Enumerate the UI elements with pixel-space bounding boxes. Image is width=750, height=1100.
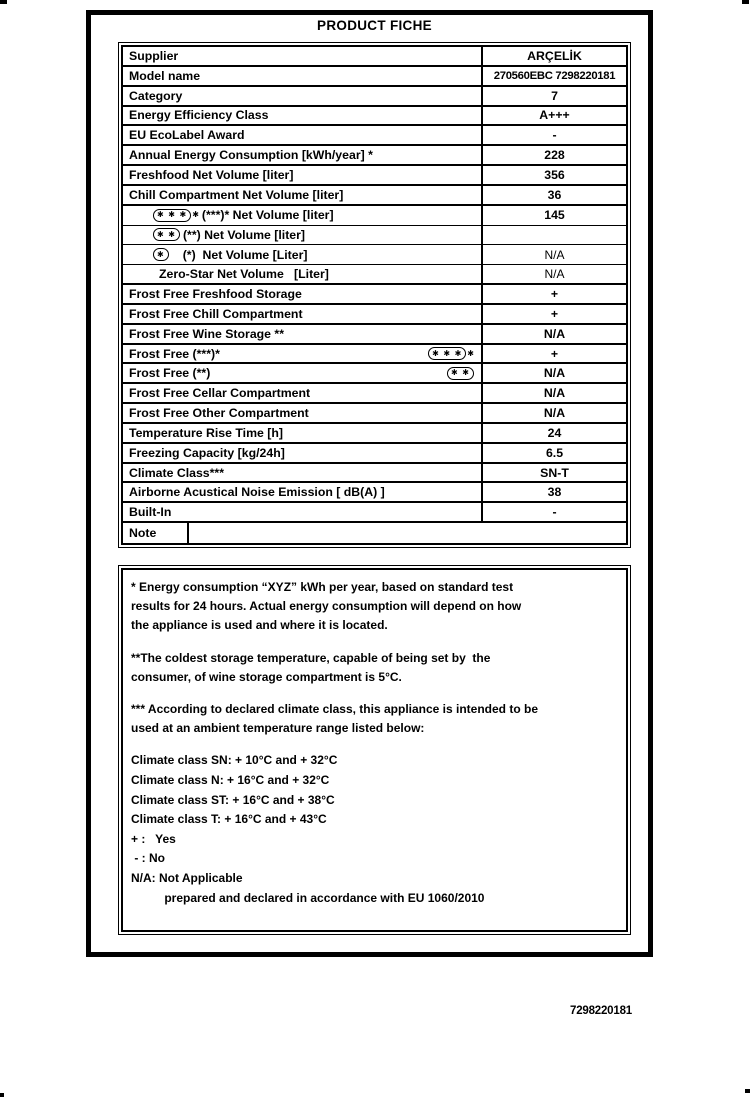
row-value: 270560EBC 7298220181 xyxy=(481,67,626,85)
two-star-icon xyxy=(447,367,474,380)
table-row-energy-class xyxy=(123,107,626,127)
paragraph-gap xyxy=(131,687,620,700)
row-value: N/A xyxy=(481,245,626,264)
row-value: + xyxy=(481,305,626,323)
one-star-box-icon: ✱ xyxy=(153,248,169,261)
table-row-two-star-volume xyxy=(123,226,626,246)
note-line: * Energy consumption “XYZ” kWh per year, based on standard test xyxy=(131,580,514,594)
row-label: Airborne Acustical Noise Emission [ dB(A) ] xyxy=(129,485,385,500)
row-label: Category xyxy=(129,88,183,103)
paragraph-gap xyxy=(131,738,620,751)
row-value: N/A xyxy=(481,404,626,422)
two-star-box-icon: ✱ ✱ xyxy=(153,228,180,241)
crop-mark-bottom-left xyxy=(0,1093,4,1097)
table-row-temp-rise xyxy=(123,424,626,444)
note-line: Climate class N: + 16°C and + 32°C xyxy=(131,773,330,788)
table-row-category xyxy=(123,87,626,107)
note-line: consumer, of wine storage compartment is 5°C. xyxy=(131,669,402,684)
row-label: Temperature Rise Time [h] xyxy=(129,425,283,440)
row-label: Frost Free Other Compartment xyxy=(129,406,309,421)
table-row-ff-chill xyxy=(123,305,626,325)
table-row-ff-wine xyxy=(123,325,626,345)
note-line: **The coldest storage temperature, capable of being set by the xyxy=(131,650,491,665)
row-label: Frost Free Chill Compartment xyxy=(129,306,303,321)
row-label xyxy=(123,206,481,225)
document-code: 7298220181 xyxy=(570,1005,632,1017)
row-label-text: Frost Free (**) xyxy=(129,366,211,381)
table-row-supplier xyxy=(123,47,626,67)
row-value: 145 xyxy=(481,206,626,225)
row-label: Climate Class*** xyxy=(129,465,225,480)
note-line: the appliance is used and where it is located. xyxy=(131,618,388,633)
note-empty-cell xyxy=(189,523,626,543)
row-label: Frost Free Wine Storage ** xyxy=(129,326,285,341)
table-row-freshfood-volume xyxy=(123,166,626,186)
star-icon: ✱ xyxy=(467,348,474,358)
table-row-annual-energy xyxy=(123,146,626,166)
row-label: Annual Energy Consumption [kWh/year] * xyxy=(129,148,373,163)
two-star-icon xyxy=(153,228,180,241)
note-line: used at an ambient temperature range listed below: xyxy=(131,721,425,736)
row-label xyxy=(123,226,481,245)
table-row-ff-four-star xyxy=(123,345,626,365)
row-value: + xyxy=(481,345,626,363)
note-line: prepared and declared in accordance with EU 1060/2010 xyxy=(131,890,485,905)
crop-mark-top-left xyxy=(0,0,7,4)
row-label: Note xyxy=(123,523,189,543)
spec-table xyxy=(118,42,631,548)
paragraph-gap xyxy=(131,636,620,649)
crop-mark-top-right xyxy=(742,0,749,4)
row-label xyxy=(123,245,481,264)
table-row-one-star-volume xyxy=(123,245,626,265)
crop-mark-bottom-right xyxy=(745,1089,750,1093)
row-value: - xyxy=(481,503,626,521)
table-row-ecolabel xyxy=(123,126,626,146)
row-value: 7 xyxy=(481,87,626,105)
note-line: *** According to declared climate class, this appliance is intended to be xyxy=(131,702,539,717)
row-label-text: (*) Net Volume [Liter] xyxy=(182,247,308,262)
note-line: + : Yes xyxy=(131,831,176,846)
table-row-zero-star-volume xyxy=(123,265,626,285)
two-star-box-icon: ✱ ✱ xyxy=(447,367,474,380)
page-title: PRODUCT FICHE xyxy=(317,18,432,33)
row-value: N/A xyxy=(481,265,626,283)
row-label-text: (**) Net Volume [liter] xyxy=(182,227,306,242)
footnotes-box xyxy=(118,565,631,935)
three-star-box-icon: ✱ ✱ ✱ xyxy=(153,209,191,222)
table-row-climate-class xyxy=(123,464,626,484)
row-value: 228 xyxy=(481,146,626,164)
note-line: results for 24 hours. Actual energy consumption will depend on how xyxy=(131,599,522,614)
row-value: A+++ xyxy=(481,107,626,125)
row-value: N/A xyxy=(481,384,626,402)
row-label xyxy=(123,345,481,363)
row-value: - xyxy=(481,126,626,144)
table-row-model-name xyxy=(123,67,626,87)
row-value: 24 xyxy=(481,424,626,442)
note-line: Climate class SN: + 10°C and + 32°C xyxy=(131,753,338,768)
table-row-ff-freshfood xyxy=(123,285,626,305)
table-row-note xyxy=(123,523,626,543)
row-label: Frost Free Freshfood Storage xyxy=(129,286,302,301)
row-label: Zero-Star Net Volume [Liter] xyxy=(159,267,329,282)
table-row-four-star-volume xyxy=(123,206,626,226)
row-label xyxy=(123,364,481,382)
note-line: - : No xyxy=(131,851,165,866)
table-row-ff-two-star xyxy=(123,364,626,384)
row-label-text: Frost Free (***)* xyxy=(129,346,220,361)
spec-table-body xyxy=(121,45,628,545)
table-row-chill-volume xyxy=(123,186,626,206)
row-value: 6.5 xyxy=(481,444,626,462)
four-star-icon xyxy=(428,347,474,360)
row-label: Energy Efficiency Class xyxy=(129,108,269,123)
table-row-freezing-capacity xyxy=(123,444,626,464)
row-value: N/A xyxy=(481,325,626,343)
row-label-text: (***)* Net Volume [liter] xyxy=(201,208,334,223)
row-value: N/A xyxy=(481,364,626,382)
three-star-box-icon: ✱ ✱ ✱ xyxy=(428,347,466,360)
note-line: N/A: Not Applicable xyxy=(131,870,243,885)
note-line: Climate class ST: + 16°C and + 38°C xyxy=(131,792,335,807)
row-value xyxy=(481,226,626,245)
row-value: 36 xyxy=(481,186,626,204)
table-row-ff-cellar xyxy=(123,384,626,404)
row-label: Frost Free Cellar Compartment xyxy=(129,386,311,401)
row-value: + xyxy=(481,285,626,303)
row-value: ARÇELİK xyxy=(481,47,626,65)
table-row-built-in xyxy=(123,503,626,523)
one-star-icon xyxy=(153,248,169,261)
row-label: Freshfood Net Volume [liter] xyxy=(129,167,294,182)
row-value: SN-T xyxy=(481,464,626,482)
footnotes-text xyxy=(121,568,628,932)
table-row-ff-other xyxy=(123,404,626,424)
row-label: Built-In xyxy=(129,505,172,520)
row-label: Model name xyxy=(129,68,201,83)
row-value: 38 xyxy=(481,483,626,501)
star-icon: ✱ xyxy=(192,210,199,220)
row-label: Supplier xyxy=(129,48,179,63)
row-label: Freezing Capacity [kg/24h] xyxy=(129,445,285,460)
row-label: Chill Compartment Net Volume [liter] xyxy=(129,187,344,202)
table-row-noise xyxy=(123,483,626,503)
row-value: 356 xyxy=(481,166,626,184)
four-star-icon xyxy=(153,209,199,222)
row-label: EU EcoLabel Award xyxy=(129,128,245,143)
note-line: Climate class T: + 16°C and + 43°C xyxy=(131,812,327,827)
